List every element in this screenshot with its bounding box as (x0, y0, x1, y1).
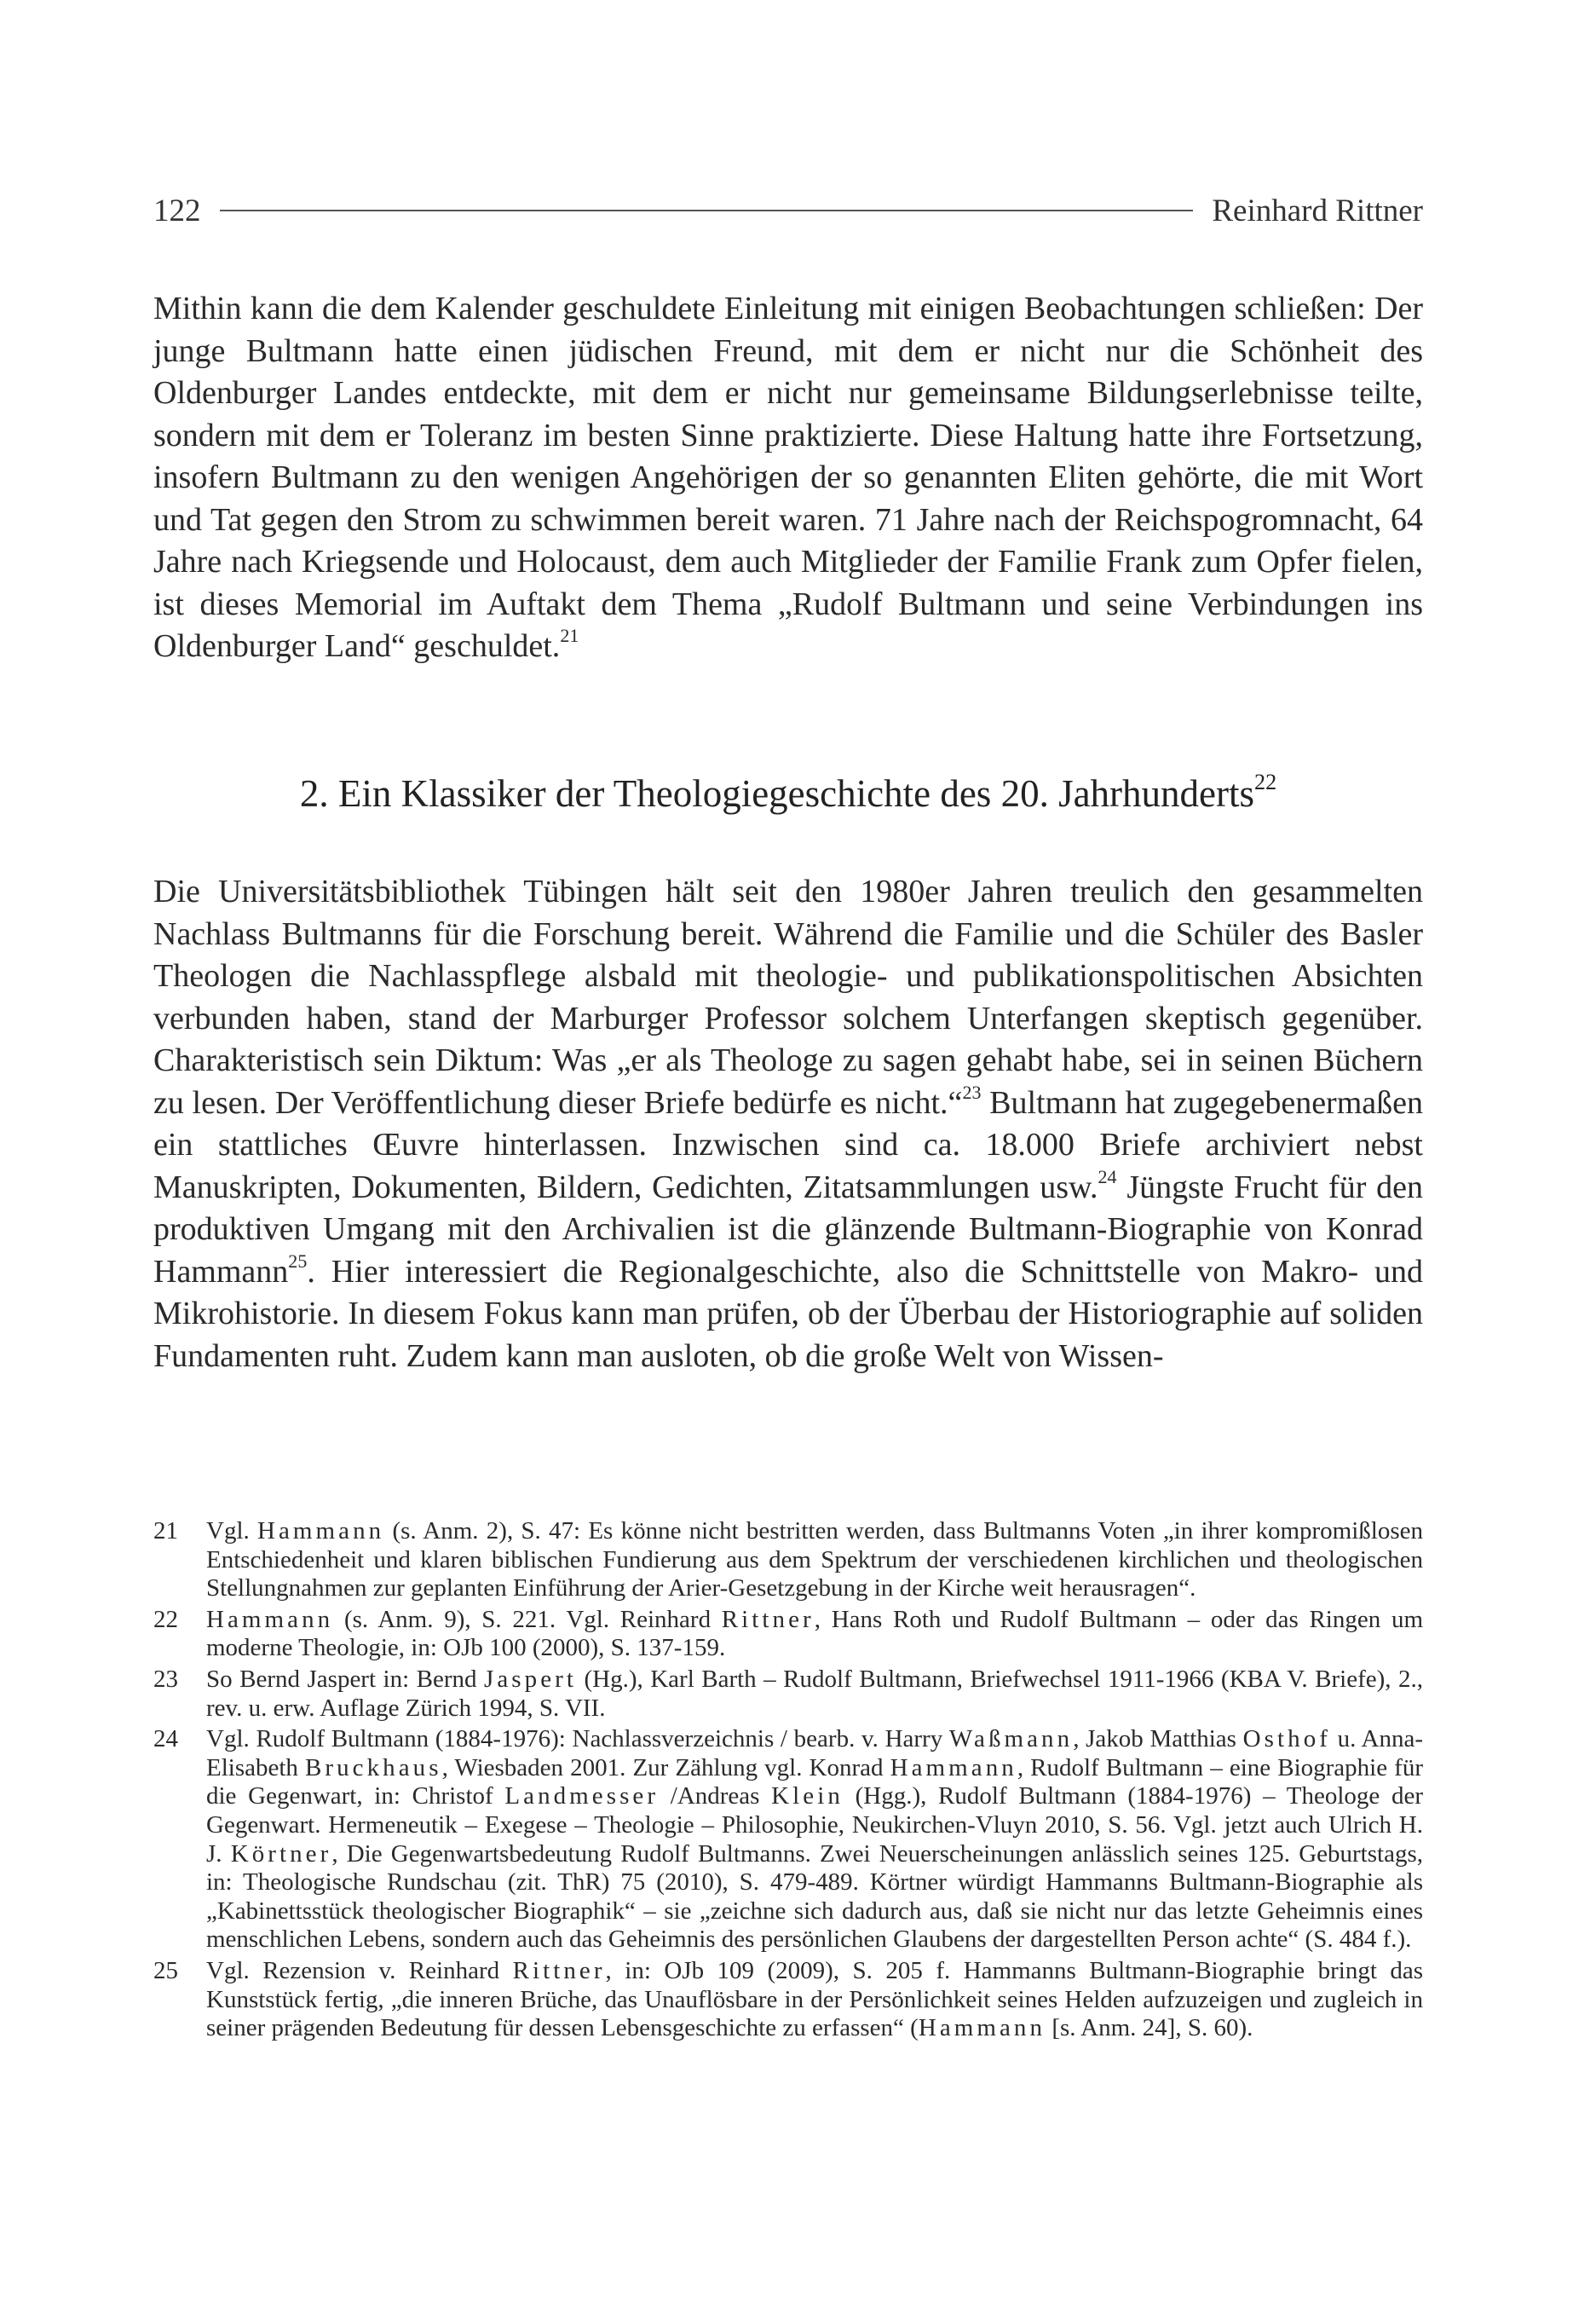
footnote-24 (153, 1725, 1423, 1954)
footnote-ref-22[interactable]: 22 (1254, 770, 1277, 795)
footnote-ref-24[interactable]: 24 (1098, 1165, 1117, 1187)
footnote-25 (153, 1957, 1423, 2043)
footnote-ref-25[interactable]: 25 (288, 1250, 308, 1272)
paragraph-2-part-4: . Hier interessiert die Regionalgeschichte, also die Schnittstelle von Makro- und Mikrohistorie. In diesem Fokus kann man prüfen, ob der Überbau der Historiographie auf soliden Fundamenten ruht. Zudem kann man ausloten, ob die große Welt von Wissen- (153, 1253, 1423, 1374)
footnote-text: Hammann (s. Anm. 9), S. 221. Vgl. Reinhard Rittner, Hans Roth und Rudolf Bultmann – oder das Ringen um moderne Theologie, in: OJb 100 (2000), S. 137-159. (206, 1605, 1423, 1662)
footnote-21 (153, 1517, 1423, 1603)
page-number: 122 (153, 193, 201, 228)
footnote-number: 22 (153, 1605, 178, 1633)
footnote-text: Vgl. Rezension v. Reinhard Rittner, in: OJb 109 (2009), S. 205 f. Hammanns Bultmann-Biographie bringt das Kunststück fertig, „die inneren Brüche, das Unauflösbare in der Persönlichkeit seines Helden aufzuzeigen und zugleich in seiner prägenden Bedeutung für dessen Lebensgeschichte zu erfassen“ (Hammann [s. Anm. 24], S. 60). (206, 1956, 1424, 2042)
footnote-number: 21 (153, 1517, 178, 1544)
footnote-22 (153, 1606, 1423, 1663)
paragraph-1-text: Mithin kann die dem Kalender geschuldete Einleitung mit einigen Beobachtungen schließen: Der junge Bultmann hatte einen jüdischen Freund, mit dem er nicht nur die Schönheit des Oldenburger Landes entdeckte, mit dem er nicht nur gemeinsame Bildungserlebnisse teilte, sondern mit dem er Toleranz im besten Sinne praktizierte. Diese Haltung hatte ihre Fortsetzung, insofern Bultmann zu den wenigen Angehörigen der so genannten Eliten gehörte, die mit Wort und Tat gegen den Strom zu schwimmen bereit waren. 71 Jahre nach der Reichspogromnacht, 64 Jahre nach Kriegsende und Holocaust, dem auch Mitglieder der Familie Frank zum Opfer fielen, ist dieses Memorial im Auftakt dem Thema „Rudolf Bultmann und seine Verbindungen ins Oldenburger Land“ geschuldet. (153, 291, 1423, 664)
section-heading-text: 2. Ein Klassiker der Theologiegeschichte des 20. Jahrhunderts (299, 772, 1255, 815)
footnote-text: Vgl. Hammann (s. Anm. 2), S. 47: Es könne nicht bestritten werden, dass Bultmanns Voten „in ihrer kompromißlosen Entschiedenheit und klaren biblischen Fundierung aus dem Spektrum der verschiedenen kirchlichen und theologischen Stellungnahmen zur geplanten Einführung der Arier-Gesetzgebung in der Kirche weit herausragen“. (206, 1517, 1424, 1602)
footnotes (153, 1517, 1423, 2046)
paragraph-2 (153, 871, 1423, 1377)
footnote-number: 25 (153, 1956, 178, 1984)
running-header (153, 189, 1423, 232)
header-rule (220, 210, 1194, 211)
paragraph-2-part-2: Bultmann hat zugegebenermaßen ein stattliches Œuvre hinterlassen. Inzwischen sind ca. 18.000 Briefe archiviert nebst Manuskripten, Dokumenten, Bildern, Gedichten, Zitatsammlungen usw. (153, 1084, 1424, 1205)
section-heading (153, 771, 1423, 816)
footnote-ref-23[interactable]: 23 (962, 1081, 982, 1103)
footnote-number: 24 (153, 1725, 178, 1753)
footnote-text: Vgl. Rudolf Bultmann (1884-1976): Nachlassverzeichnis / bearb. v. Harry Waßmann, Jakob Matthias Osthof u. Anna-Elisabeth Bruckhaus, Wiesbaden 2001. Zur Zählung vgl. Konrad Hammann, Rudolf Bultmann – eine Biographie für die Gegenwart, in: Christof Landmesser /Andreas Klein (Hgg.), Rudolf Bultmann (1884-1976) – Theologe der Gegenwart. Hermeneutik – Exegese – Theologie – Philosophie, Neukirchen-Vluyn 2010, S. 56. Vgl. jetzt auch Ulrich H. J. Körtner, Die Gegenwartsbedeutung Rudolf Bultmanns. Zwei Neuerscheinungen anlässlich seines 125. Geburtstags, in: Theologische Rundschau (zit. ThR) 75 (2010), S. 479-489. Körtner würdigt Hammanns Bultmann-Biographie als „Kabinettsstück theologischer Biographik“ – sie „zeichne sich dadurch aus, daß sie nicht nur das letzte Geheimnis eines menschlichen Lebens, sondern auch das Geheimnis des persönlichen Glaubens der dargestellten Person achte“ (S. 484 f.). (206, 1725, 1423, 1954)
paragraph-2-part-1: Die Universitätsbibliothek Tübingen hält seit den 1980er Jahren treulich den gesammelten Nachlass Bultmanns für die Forschung bereit. Während die Familie und die Schüler des Basler Theologen die Nachlasspflege alsbald mit theologie- und publikationspolitischen Absichten verbunden haben, stand der Marburger Professor solchem Unterfangen skeptisch gegenüber. Charakteristisch sein Diktum: Was „er als Theologe zu sagen gehabt habe, sei in seinen Büchern zu lesen. Der Veröffentlichung dieser Briefe bedürfe es nicht.“ (153, 874, 1423, 1121)
footnote-number: 23 (153, 1665, 178, 1693)
footnote-text: So Bernd Jaspert in: Bernd Jaspert (Hg.), Karl Barth – Rudolf Bultmann, Briefwechsel 1911-1966 (KBA V. Briefe), 2., rev. u. erw. Auflage Zürich 1994, S. VII. (206, 1665, 1424, 1722)
footnote-23 (153, 1666, 1423, 1723)
paragraph-2-part-3: Jüngste Frucht für den produktiven Umgang mit den Archivalien ist die glänzende Bultmann-Biographie von Konrad Hammann (153, 1169, 1423, 1290)
running-author: Reinhard Rittner (1212, 193, 1423, 228)
paragraph-1 (153, 288, 1423, 668)
footnote-ref-21[interactable]: 21 (560, 625, 579, 647)
